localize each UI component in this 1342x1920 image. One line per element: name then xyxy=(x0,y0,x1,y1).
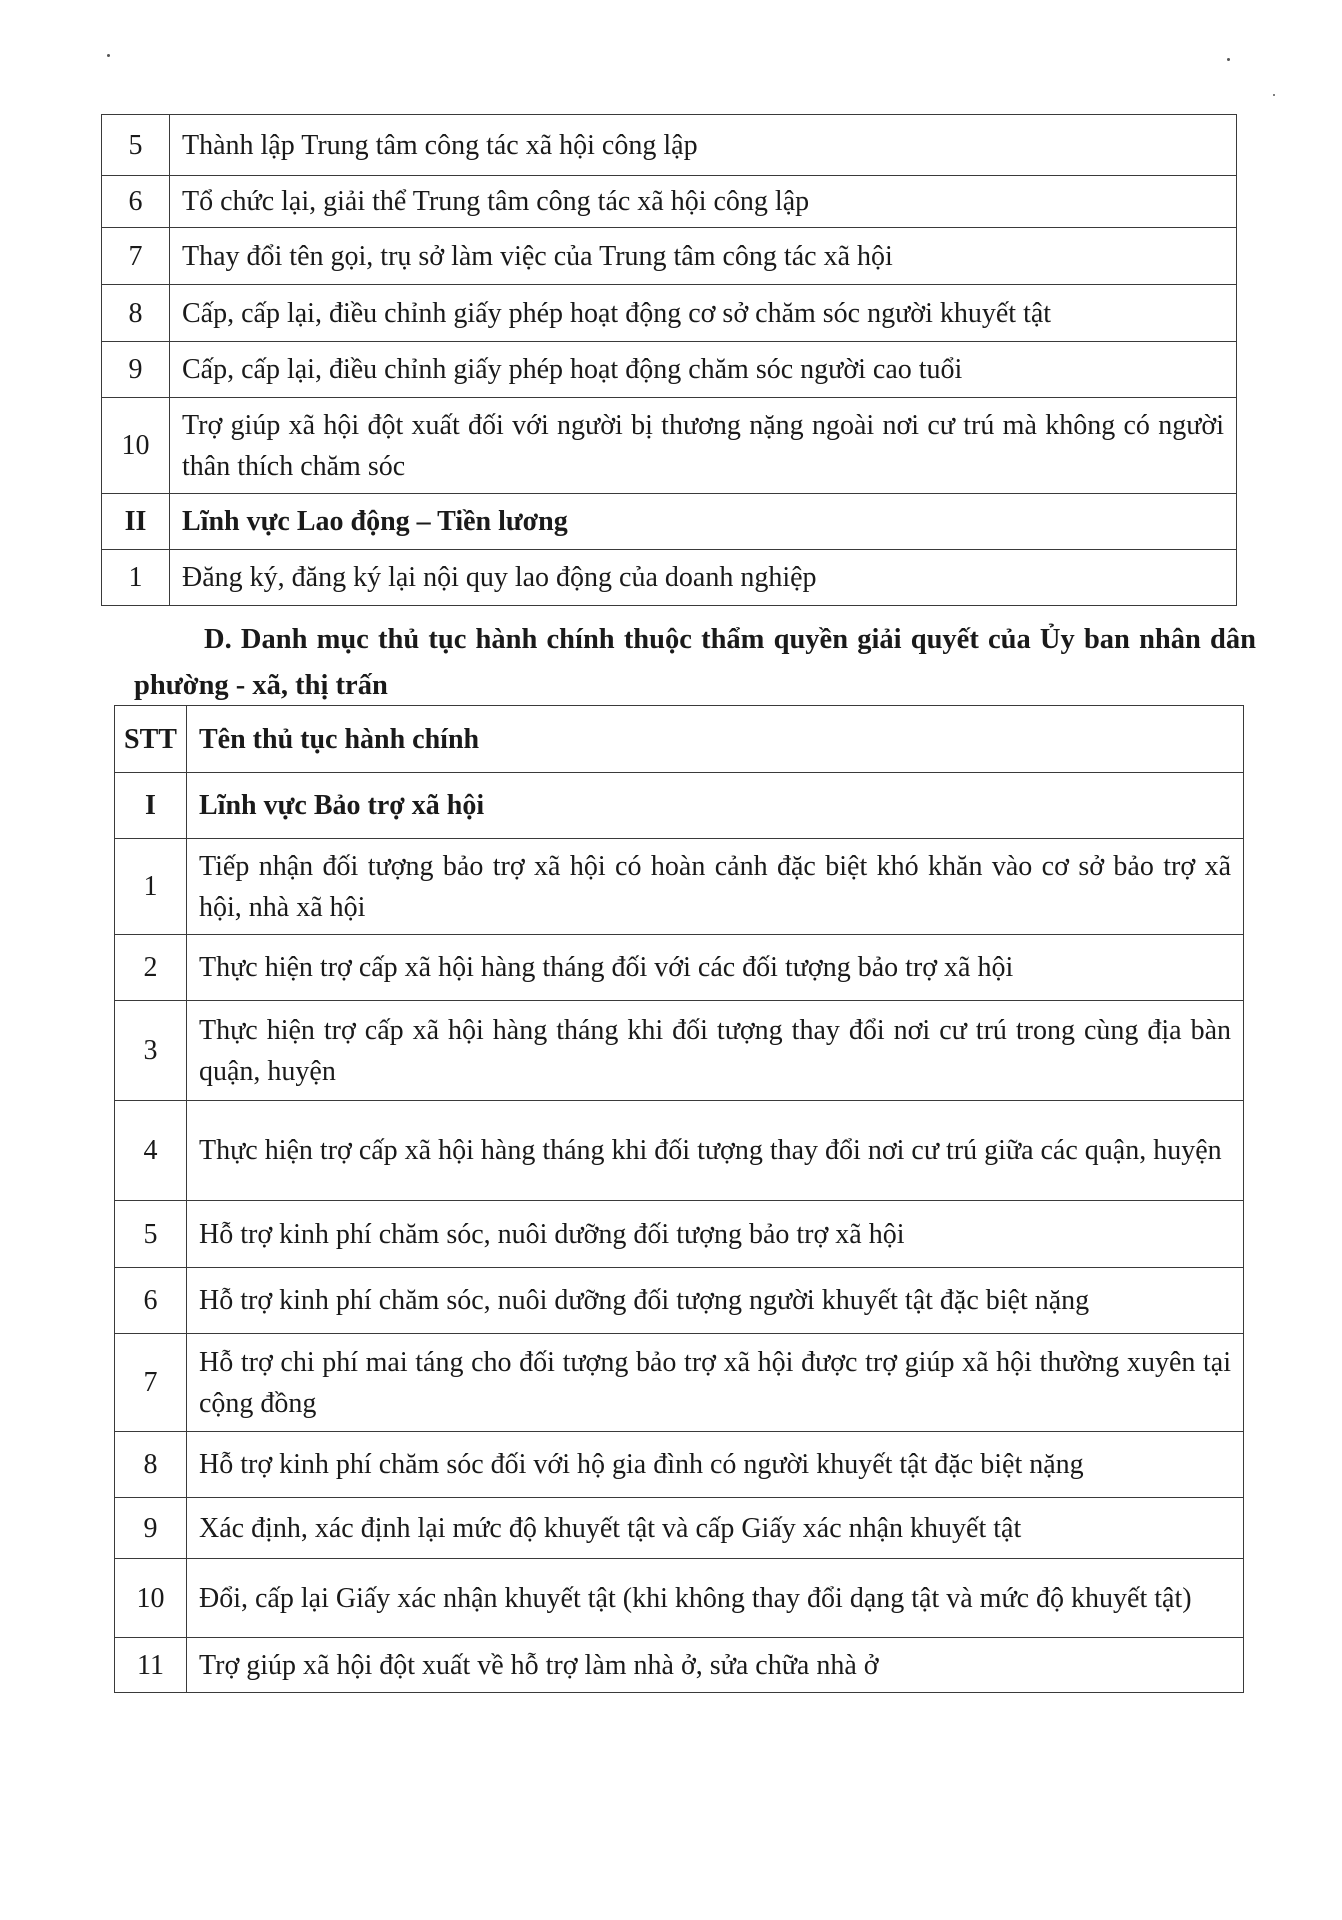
section-title: Lĩnh vực Bảo trợ xã hội xyxy=(187,773,1244,839)
table-header-row xyxy=(115,706,1244,773)
table-row xyxy=(115,1432,1244,1498)
row-number: 10 xyxy=(102,398,170,494)
procedure-name: Thực hiện trợ cấp xã hội hàng tháng khi đối tượng thay đổi nơi cư trú giữa các quận, huyện xyxy=(187,1101,1244,1201)
procedure-table-d xyxy=(114,705,1244,1693)
procedure-name: Thành lập Trung tâm công tác xã hội công lập xyxy=(170,115,1237,176)
table-row xyxy=(115,1268,1244,1334)
scan-speck xyxy=(107,54,110,57)
column-header-stt: STT xyxy=(115,706,187,773)
row-number: 5 xyxy=(115,1201,187,1268)
table-row xyxy=(102,285,1237,342)
scan-speck xyxy=(1227,58,1230,61)
row-number: 2 xyxy=(115,935,187,1001)
row-number: 9 xyxy=(102,342,170,398)
table-row xyxy=(102,342,1237,398)
row-number: 6 xyxy=(102,176,170,228)
table-row xyxy=(115,1498,1244,1559)
table-row xyxy=(115,935,1244,1001)
table-row xyxy=(102,228,1237,285)
section-row xyxy=(115,773,1244,839)
procedure-name: Trợ giúp xã hội đột xuất đối với người bị thương nặng ngoài nơi cư trú mà không có người thân thích chăm sóc xyxy=(170,398,1237,494)
procedure-name: Hỗ trợ kinh phí chăm sóc đối với hộ gia đình có người khuyết tật đặc biệt nặng xyxy=(187,1432,1244,1498)
table-row xyxy=(115,1334,1244,1432)
section-number: II xyxy=(102,494,170,550)
row-number: 7 xyxy=(102,228,170,285)
row-number: 1 xyxy=(102,550,170,606)
section-number: I xyxy=(115,773,187,839)
procedure-name: Cấp, cấp lại, điều chỉnh giấy phép hoạt động cơ sở chăm sóc người khuyết tật xyxy=(170,285,1237,342)
table-row xyxy=(115,839,1244,935)
section-title: Lĩnh vực Lao động – Tiền lương xyxy=(170,494,1237,550)
procedure-name: Hỗ trợ chi phí mai táng cho đối tượng bảo trợ xã hội được trợ giúp xã hội thường xuyên tại cộng đồng xyxy=(187,1334,1244,1432)
table-row xyxy=(102,115,1237,176)
row-number: 5 xyxy=(102,115,170,176)
procedure-name: Hỗ trợ kinh phí chăm sóc, nuôi dưỡng đối tượng người khuyết tật đặc biệt nặng xyxy=(187,1268,1244,1334)
procedure-name: Đổi, cấp lại Giấy xác nhận khuyết tật (khi không thay đổi dạng tật và mức độ khuyết tật) xyxy=(187,1559,1244,1638)
procedure-name: Thực hiện trợ cấp xã hội hàng tháng đối với các đối tượng bảo trợ xã hội xyxy=(187,935,1244,1001)
procedure-name: Trợ giúp xã hội đột xuất về hỗ trợ làm nhà ở, sửa chữa nhà ở xyxy=(187,1638,1244,1693)
table-row xyxy=(102,398,1237,494)
row-number: 3 xyxy=(115,1001,187,1101)
scan-speck xyxy=(1273,94,1275,96)
procedure-name: Xác định, xác định lại mức độ khuyết tật và cấp Giấy xác nhận khuyết tật xyxy=(187,1498,1244,1559)
procedure-name: Cấp, cấp lại, điều chỉnh giấy phép hoạt động chăm sóc người cao tuổi xyxy=(170,342,1237,398)
row-number: 8 xyxy=(102,285,170,342)
table-row xyxy=(115,1201,1244,1268)
procedure-name: Tiếp nhận đối tượng bảo trợ xã hội có hoàn cảnh đặc biệt khó khăn vào cơ sở bảo trợ xã hội, nhà xã hội xyxy=(187,839,1244,935)
procedure-name: Đăng ký, đăng ký lại nội quy lao động của doanh nghiệp xyxy=(170,550,1237,606)
row-number: 10 xyxy=(115,1559,187,1638)
row-number: 8 xyxy=(115,1432,187,1498)
row-number: 7 xyxy=(115,1334,187,1432)
table-row xyxy=(102,550,1237,606)
row-number: 9 xyxy=(115,1498,187,1559)
row-number: 11 xyxy=(115,1638,187,1693)
section-d-heading: D. Danh mục thủ tục hành chính thuộc thẩm quyền giải quyết của Ủy ban nhân dân phường - xã, thị trấn xyxy=(134,624,1256,701)
table-row xyxy=(115,1101,1244,1201)
row-number: 4 xyxy=(115,1101,187,1201)
column-header-name: Tên thủ tục hành chính xyxy=(187,706,1244,773)
procedure-name: Thay đổi tên gọi, trụ sở làm việc của Trung tâm công tác xã hội xyxy=(170,228,1237,285)
table-row xyxy=(115,1559,1244,1638)
procedure-table-c xyxy=(101,114,1237,606)
row-number: 1 xyxy=(115,839,187,935)
procedure-name: Tổ chức lại, giải thể Trung tâm công tác xã hội công lập xyxy=(170,176,1237,228)
table-row xyxy=(115,1638,1244,1693)
procedure-name: Hỗ trợ kinh phí chăm sóc, nuôi dưỡng đối tượng bảo trợ xã hội xyxy=(187,1201,1244,1268)
row-number: 6 xyxy=(115,1268,187,1334)
section-row xyxy=(102,494,1237,550)
table-row xyxy=(102,176,1237,228)
procedure-name: Thực hiện trợ cấp xã hội hàng tháng khi đối tượng thay đổi nơi cư trú trong cùng địa bàn quận, huyện xyxy=(187,1001,1244,1101)
table-row xyxy=(115,1001,1244,1101)
